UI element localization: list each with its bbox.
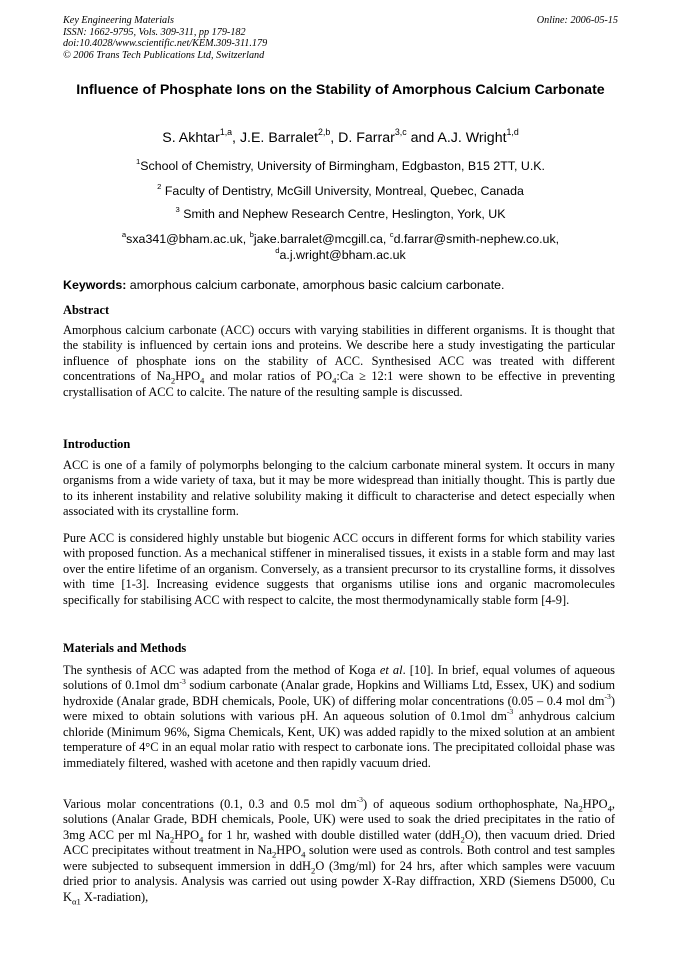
email-c[interactable]: d.farrar@smith-nephew.co.uk [393, 232, 556, 246]
methods-heading: Materials and Methods [63, 641, 187, 655]
email-a[interactable]: sxa341@bham.ac.uk [126, 232, 243, 246]
introduction-paragraph-2: Pure ACC is considered highly unstable but biogenic ACC occurs in different forms for which stability varies with proposed function. As a mechanical stiffener in mineralised tissues, it exists in a stable form and may last over the entire lifetime of an organism. Conversely, as a transient precursor to its crystalline forms, it dissolves with time [1-3]. Increasing evidence suggests that organisms utilise ions and organic macromolecules specifically for stabilising ACC with respect to calcite, the most thermodynamically stable form [4-9]. [63, 531, 615, 607]
journal-name: Key Engineering Materials [63, 15, 174, 26]
methods-paragraph-2: Various molar concentrations (0.1, 0.3 and 0.5 mol $dm^{-3}$) of aqueous sodium orthophosphate, $Na_2HPO_4$, solutions (Analar Grade, BDH chemicals, Poole, UK) were used to soak the dried precipitates in the ratio of 3mg ACC per ml $Na_2HPO_4$ for 1 hr, washed with double distilled water (ddH$_2$O), then vacuum dried. Dried ACC precipitates without treatment in $Na_2HPO_4$ solution were used as controls. Both control and test samples were subjected to subsequent immersion in ddH$_2$O (3mg/ml) for 24 hrs, after which samples were vacuum dried prior to analysis. Analysis was carried out using powder X-Ray diffraction, XRD (Siemens D5000, Cu $K_{\alpha 1}$ X-radiation), [63, 795, 616, 907]
paper-title: Influence of Phosphate Ions on the Stability of Amorphous Calcium Carbonate [76, 82, 605, 98]
journal-issn: ISSN: 1662-9795, Vols. 309-311, pp 179-182 [63, 26, 246, 38]
author-sup: 1,a [219, 127, 233, 138]
author-sup: 2,b [318, 127, 331, 138]
affiliation-text: Faculty of Dentistry, McGill University, Montreal, Quebec, Canada [161, 184, 524, 198]
author-name: J.E. Barralet [239, 130, 318, 146]
author-name: A.J. Wright [437, 130, 507, 146]
author-sep: , [232, 130, 240, 146]
abstract-heading: Abstract [63, 303, 110, 317]
introduction-paragraph-1: ACC is one of a family of polymorphs belonging to the calcium carbonate mineral system. It occurs in many organisms from a wide variety of taxa, but it may be more widespread than initially thought. This is partly due to its inherent instability and relative solubility making it difficult to characterise and detect especially when associated with its crystalline form. [63, 458, 615, 519]
abstract-paragraph: Amorphous calcium carbonate (ACC) occurs with varying stabilities in different organisms. It is thought that the stability is influenced by certain ions and proteins. We describe here a study investigating the particular influence of phosphate ions on the stability of ACC. Synthesised ACC was treated with different concentrations of $Na_2HPO_4$ and molar ratios of $PO_4:Ca$ ≥ 12:1 were shown to be effective in preventing crystallisation of ACC to calcite. The nature of the resulting sample is discussed. [63, 323, 615, 399]
journal-copyright: © 2006 Trans Tech Publications Ltd, Switzerland [63, 49, 265, 61]
author-list [63, 127, 618, 147]
author-sup: 3,c [394, 127, 407, 138]
affiliation-sup: 1 [136, 157, 141, 167]
email-d[interactable]: a.j.wright@bham.ac.uk [279, 248, 406, 262]
affiliation-1 [63, 159, 618, 174]
email-block: $^a$sxa341@bham.ac.uk, $^b$jake.barralet@mcgill.ca, $^c$d.farrar@smith-nephew.co.uk, $^d$a.j.wright@bham.ac.uk [121, 230, 560, 262]
journal-header [63, 15, 618, 61]
methods-paragraph-1: The synthesis of ACC was adapted from the method of Koga et al. [10]. In brief, equal volumes of aqueous solutions of 0.1mol $dm^{-3}$ sodium carbonate (Analar grade, Hopkins and Williams Ltd, Essex, UK) and sodium hydroxide (Analar grade, BDH chemicals, Poole, UK) of differing molar concentrations (0.05 – 0.4 mol $dm^{-3}$) were mixed to obtain solutions with various pH. An aqueous solution of 0.1mol $dm^{-3}$ anhydrous calcium chloride (Minimum 96%, Sigma Chemicals, Kent, UK) was added rapidly to the mixed solution at an ambient temperature of 4°C in an equal molar ratio with respect to carbonate ions. The precipitated colloidal phase was immediately filtered, washed with acetone and then rapidly vacuum dried. [63, 663, 616, 770]
author-sep: , [330, 130, 339, 146]
keywords-text: amorphous calcium carbonate, amorphous basic calcium carbonate. [126, 278, 505, 292]
introduction-heading: Introduction [63, 437, 131, 451]
journal-doi: doi:10.4028/www.scientific.net/KEM.309-311.179 [63, 38, 268, 50]
affiliation-sup: 3 [175, 205, 180, 215]
affiliation-3 [63, 207, 618, 222]
author-name: D. Farrar [338, 130, 395, 146]
keywords [63, 278, 618, 293]
affiliation-text: School of Chemistry, University of Birmingham, Edgbaston, B15 2TT, U.K. [140, 159, 545, 173]
affiliation-sup: 2 [157, 182, 162, 192]
email-b[interactable]: jake.barralet@mcgill.ca [253, 232, 383, 246]
online-date: Online: 2006-05-15 [536, 15, 618, 26]
affiliation-2 [63, 184, 618, 199]
author-sup: 1,d [506, 127, 519, 138]
author-name: S. Akhtar [162, 130, 220, 146]
affiliation-text: Smith and Nephew Research Centre, Heslington, York, UK [179, 207, 506, 221]
keywords-label: Keywords: [63, 278, 127, 292]
author-sep: and [406, 130, 438, 146]
